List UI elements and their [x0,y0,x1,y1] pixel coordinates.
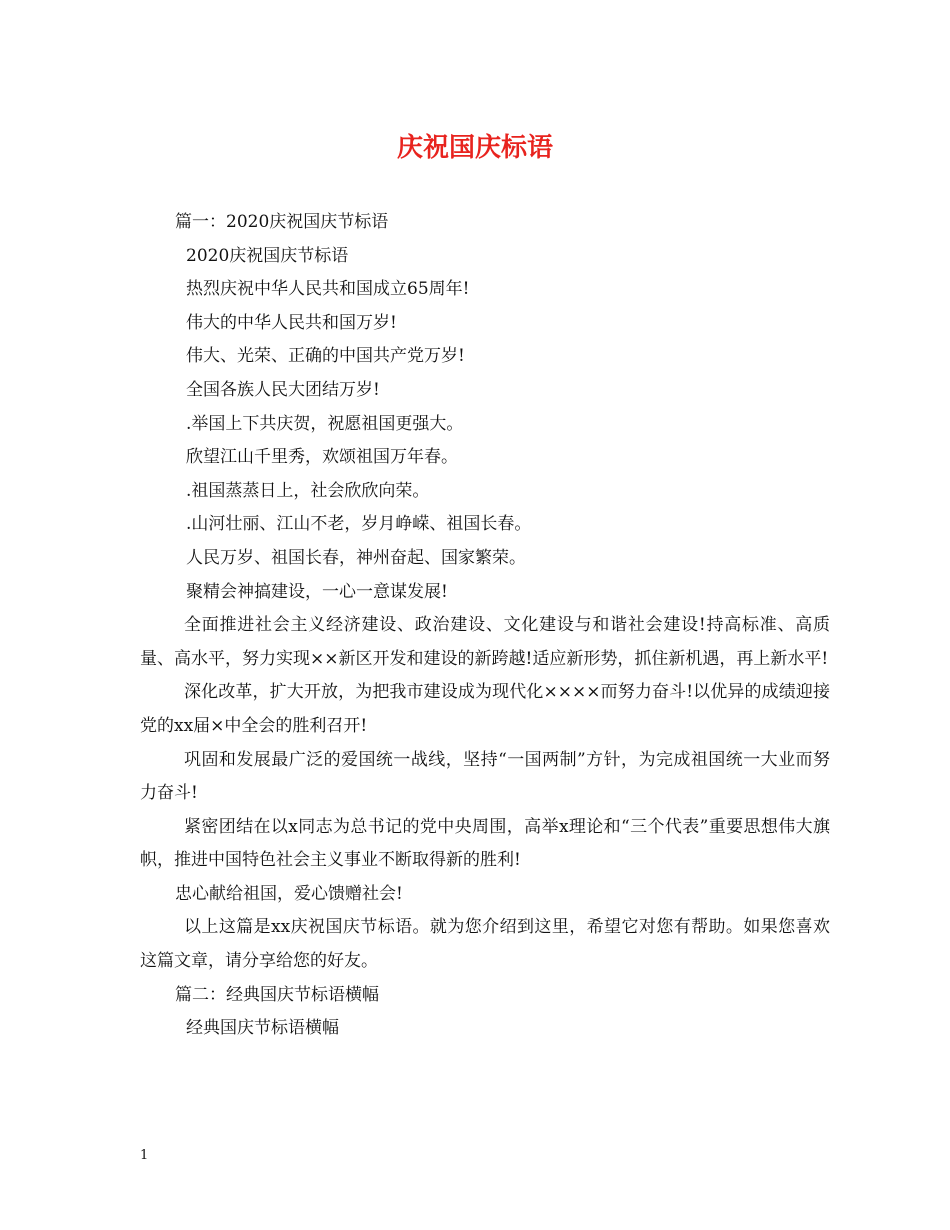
slogan-line: .山河壮丽、江山不老，岁月峥嵘、祖国长春。 [186,514,532,535]
slogan-line: 全国各族人民大团结万岁! [186,379,380,400]
slogan-line: .祖国蒸蒸日上，社会欣欣向荣。 [186,480,430,501]
subtitle-line: 经典国庆节标语横幅 [186,1018,339,1039]
slogan-line: 伟大、光荣、正确的中国共产党万岁! [186,346,465,367]
slogan-paragraph: 深化改革，扩大开放，为把我市建设成为现代化××××而努力奋斗!以优异的成绩迎接党的xx届×中全会的胜利召开! [140,682,830,736]
document-title: 庆祝国庆标语 [396,133,553,163]
section-heading-1: 篇一：2020庆祝国庆节标语 [175,212,389,232]
section-heading-2: 篇二：经典国庆节标语横幅 [175,984,379,1005]
slogan-line: .举国上下共庆贺，祝愿祖国更强大。 [186,413,464,434]
page-number: 1 [140,1148,149,1163]
slogan-line: 热烈庆祝中华人民共和国成立65周年! [186,279,470,300]
slogan-line: 聚精会神搞建设，一心一意谋发展! [186,581,448,602]
slogan-paragraph: 巩固和发展最广泛的爱国统一战线，坚持“一国两制”方针，为完成祖国统一大业而努力奋斗! [140,749,830,804]
slogan-line: 忠心献给祖国，爱心馈赠社会! [175,883,403,904]
slogan-paragraph: 全面推进社会主义经济建设、政治建设、文化建设与和谐社会建设!持高标准、高质量、高水平，努力实现××新区开发和建设的新跨越!适应新形势，抓住新机遇，再上新水平! [140,615,830,669]
slogan-line: 人民万岁、祖国长春，神州奋起、国家繁荣。 [186,547,526,568]
closing-paragraph: 以上这篇是xx庆祝国庆节标语。就为您介绍到这里，希望它对您有帮助。如果您喜欢这篇文章，请分享给您的好友。 [140,917,830,972]
document-body [140,206,830,1046]
slogan-paragraph: 紧密团结在以x同志为总书记的党中央周围，高举x理论和“三个代表”重要思想伟大旗帜，推进中国特色社会主义事业不断取得新的胜利! [140,816,830,871]
subtitle-line: 2020庆祝国庆节标语 [186,245,349,266]
slogan-line: 伟大的中华人民共和国万岁! [186,312,397,333]
slogan-line: 欣望江山千里秀，欢颂祖国万年春。 [186,447,458,468]
